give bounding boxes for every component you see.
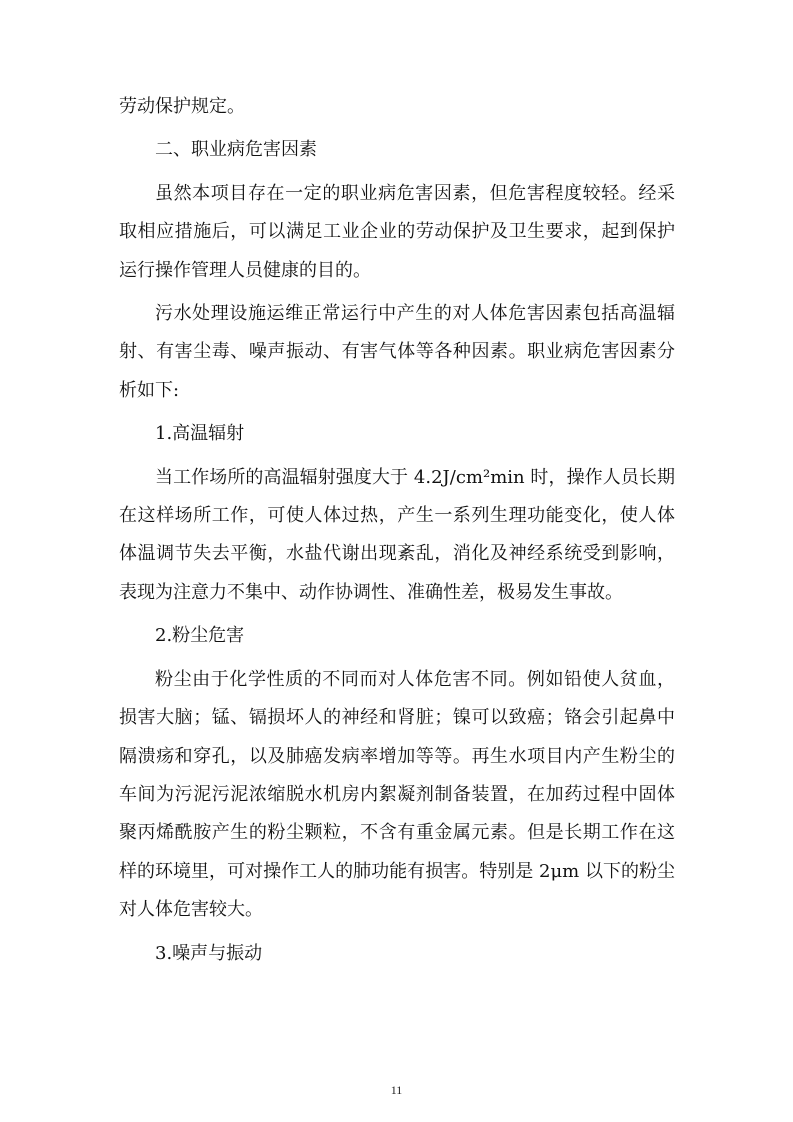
item-heading-dust: 2.粉尘危害: [155, 625, 245, 647]
item-heading-high-temperature: 1.高温辐射: [155, 423, 245, 445]
section-heading: 二、职业病危害因素: [155, 139, 317, 161]
paragraph-intro: 虽然本项目存在一定的职业病危害因素，但危害程度较轻。经采取相应措施后，可以满足工业企业的劳动保护及卫生要求，起到保护运行操作管理人员健康的目的。: [119, 182, 675, 281]
page-number: 11: [390, 1083, 403, 1097]
paragraph-overview: 污水处理设施运维正常运行中产生的对人体危害因素包括高温辐射、有害尘毒、噪声振动、有害气体等各种因素。职业病危害因素分析如下:: [119, 303, 675, 401]
item-body-dust: 粉尘由于化学性质的不同而对人体危害不同。例如铅使人贫血，损害大脑；锰、镉损坏人的神经和肾脏；镍可以致癌；铬会引起鼻中隔溃疡和穿孔，以及肺癌发病率增加等等。再生水项目内产生粉尘的车间为污泥污泥浓缩脱水机房内絮凝剂制备装置，在加药过程中固体聚丙烯酰胺产生的粉尘颗粒，不含有重金属元素。但是长期工作在这样的环境里，可对操作工人的肺功能有损害。特别是 2μm 以下的粉尘对人体危害较大。: [119, 668, 675, 921]
item-heading-noise-vibration: 3.噪声与振动: [155, 942, 263, 964]
continuation-text: 劳动保护规定。: [119, 96, 245, 117]
document-body: [119, 88, 675, 973]
item-body-high-temperature: 当工作场所的高温辐射强度大于 4.2J/cm²min 时，操作人员长期在这样场所工作，可使人体过热，产生一系列生理功能变化，使人体体温调节失去平衡，水盐代谢出现紊乱，消化及神经系统受到影响，表现为注意力不集中、动作协调性、准确性差，极易发生事故。: [119, 466, 675, 603]
